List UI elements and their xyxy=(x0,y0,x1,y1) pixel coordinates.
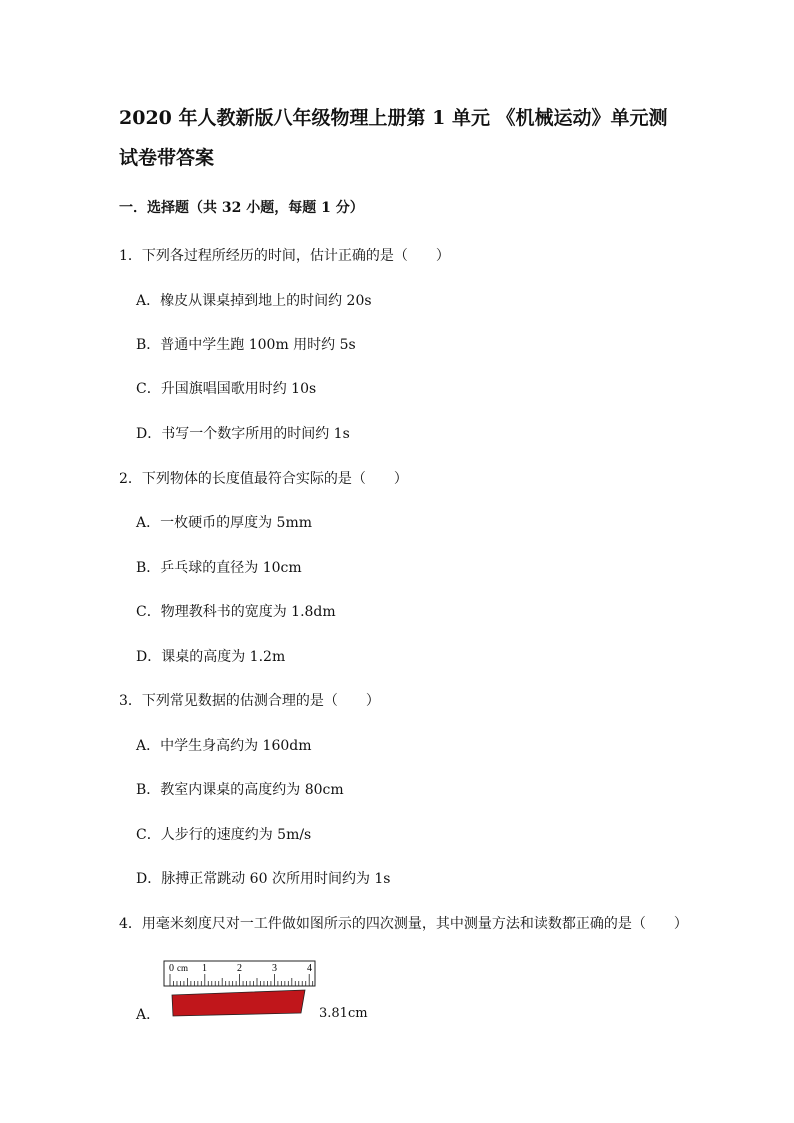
ruler-figure-a xyxy=(136,958,396,1028)
question-4-stem: 4．用毫米刻度尺对一工件做如图所示的四次测量，其中测量方法和读数都正确的是（ ） xyxy=(119,916,688,932)
question-1-option-b: B．普通中学生跑 100m 用时约 5s xyxy=(136,337,356,353)
question-1-stem: 1．下列各过程所经历的时间，估计正确的是（ ） xyxy=(119,248,450,264)
ruler-tick-label-2: 2 xyxy=(237,963,242,974)
ruler-tick-label-1: 1 xyxy=(202,963,207,974)
question-2-stem: 2．下列物体的长度值最符合实际的是（ ） xyxy=(119,471,408,487)
question-3-option-a: A．中学生身高约为 160dm xyxy=(136,738,312,754)
page-title xyxy=(119,98,699,178)
measurement-reading: 3.81cm xyxy=(319,1006,368,1021)
figure-option-label: A． xyxy=(136,1007,161,1023)
question-2-option-c: C．物理教科书的宽度为 1.8dm xyxy=(136,604,336,620)
ruler-unit-label: cm xyxy=(177,963,188,973)
section-heading: 一．选择题（共 32 小题，每题 1 分） xyxy=(119,200,364,216)
ruler-tick-label-4: 4 xyxy=(307,963,312,974)
title-line-1: 2020 年人教新版八年级物理上册第 1 单元 《机械运动》单元测 xyxy=(119,107,668,129)
question-3-option-d: D．脉搏正常跳动 60 次所用时间约为 1s xyxy=(136,871,391,887)
question-3-stem: 3．下列常见数据的估测合理的是（ ） xyxy=(119,693,380,709)
workpiece-block xyxy=(172,990,305,1016)
question-2-option-b: B．乒乓球的直径为 10cm xyxy=(136,560,302,576)
question-3-option-b: B．教室内课桌的高度约为 80cm xyxy=(136,782,344,798)
ruler-tick-label-0: 0 xyxy=(169,963,174,974)
question-1-option-c: C．升国旗唱国歌用时约 10s xyxy=(136,381,317,397)
ruler-diagram xyxy=(160,960,320,1020)
question-2-option-a: A．一枚硬币的厚度为 5mm xyxy=(136,515,313,531)
title-line-2: 试卷带答案 xyxy=(119,147,215,169)
question-1-option-a: A．橡皮从课桌掉到地上的时间约 20s xyxy=(136,293,372,309)
question-2-option-d: D．课桌的高度为 1.2m xyxy=(136,649,286,665)
question-1-option-d: D．书写一个数字所用的时间约 1s xyxy=(136,426,350,442)
ruler-tick-label-3: 3 xyxy=(272,963,277,974)
question-3-option-c: C．人步行的速度约为 5m/s xyxy=(136,827,312,843)
